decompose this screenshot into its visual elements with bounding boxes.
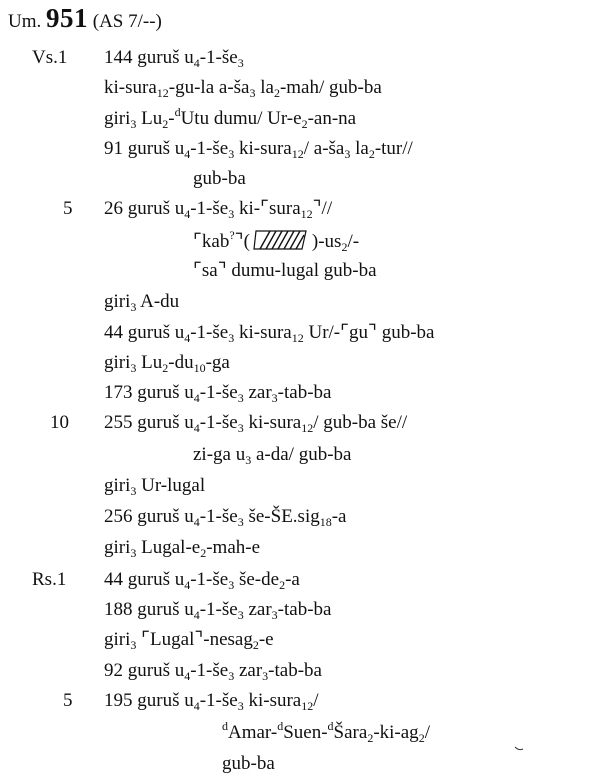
transliteration-line: 91 guruš $u_4-1-še_3$ ki-sura$_{12}$/ $a-ša_3$ $la_2-tur//$ <box>104 138 413 161</box>
transliteration-line: giri$_3$ Lugal-$e_2-mah-e$ <box>104 537 261 560</box>
transliteration-line: 144 guruš $u_4-1-še_3$ <box>104 47 244 70</box>
transliteration-line: giri$_3$ Ur-lugal <box>104 475 206 498</box>
transliteration-line: $^dAmar-^dSuen-^dŠara_2-ki-ag_2/$ <box>222 719 430 745</box>
line-number-10: 10 <box>50 412 69 433</box>
date-formula: (AS 7/--) <box>92 11 162 32</box>
transliteration-line: 256 guruš $u_4-1-še_3$ še-ŠE.sig$_{18}$-a <box>104 506 347 529</box>
damaged-sign-hatching <box>252 229 310 251</box>
text-number: 951 <box>46 3 88 33</box>
transliteration-line: 92 guruš $u_4-1-še_3$ zar$_3$-tab-ba <box>104 660 322 683</box>
obverse-label: Vs.1 <box>32 47 68 68</box>
transliteration-line: giri$_3$ $Lu_2-^dUtu$ dumu/ $Ur-e_2-an-na$ <box>104 105 357 131</box>
transliteration-line: 255 guruš $u_4-1-še_3$ ki-sura$_{12}$/ gub-ba še// <box>104 412 408 435</box>
text-header <box>8 3 162 34</box>
transliteration-line: ki-sura$_{12}$-gu-la $a-ša_3$ $la_2-mah/$ gub-ba <box>104 77 382 100</box>
transliteration-line: ⌜sa⌝ dumu-lugal gub-ba <box>193 260 377 281</box>
transliteration-line: giri$_3$ A-du <box>104 291 180 314</box>
line-number-5: 5 <box>63 198 73 219</box>
header-prefix: Um. <box>8 11 42 32</box>
transliteration-line: 173 guruš $u_4-1-še_3$ zar$_3$-tab-ba <box>104 382 332 405</box>
stray-mark <box>514 745 524 753</box>
transliteration-line: gub-ba <box>222 753 275 774</box>
reverse-line-number-5: 5 <box>63 690 73 711</box>
transliteration-line: 44 guruš $u_4-1-še_3$ ki-sura$_{12}$ Ur/-⌜gu⌝ gub-ba <box>104 322 435 345</box>
transliteration-line: 195 guruš $u_4-1-še_3$ ki-sura$_{12}$/ <box>104 690 319 713</box>
transliteration-line: 26 guruš $u_4-1-še_3$ ki-⌜sura$_{12}$⌝// <box>104 198 333 221</box>
reverse-label: Rs.1 <box>32 569 67 590</box>
transliteration-line: giri$_3$ ⌜Lugal⌝-nesag$_2$-e <box>104 629 274 652</box>
transliteration-line: giri$_3$ $Lu_2-du_{10}-ga$ <box>104 352 230 375</box>
transliteration-line: ⌜kab?⌝( )$-us_2/-$ <box>193 228 360 254</box>
transliteration-line: zi-ga $u_3$ a-da/ gub-ba <box>193 444 352 467</box>
transliteration-line: 44 guruš $u_4-1-še_3$ $še-de_2-a$ <box>104 569 300 592</box>
transliteration-line: 188 guruš $u_4-1-še_3$ zar$_3$-tab-ba <box>104 599 332 622</box>
transliteration-line: gub-ba <box>193 168 246 189</box>
